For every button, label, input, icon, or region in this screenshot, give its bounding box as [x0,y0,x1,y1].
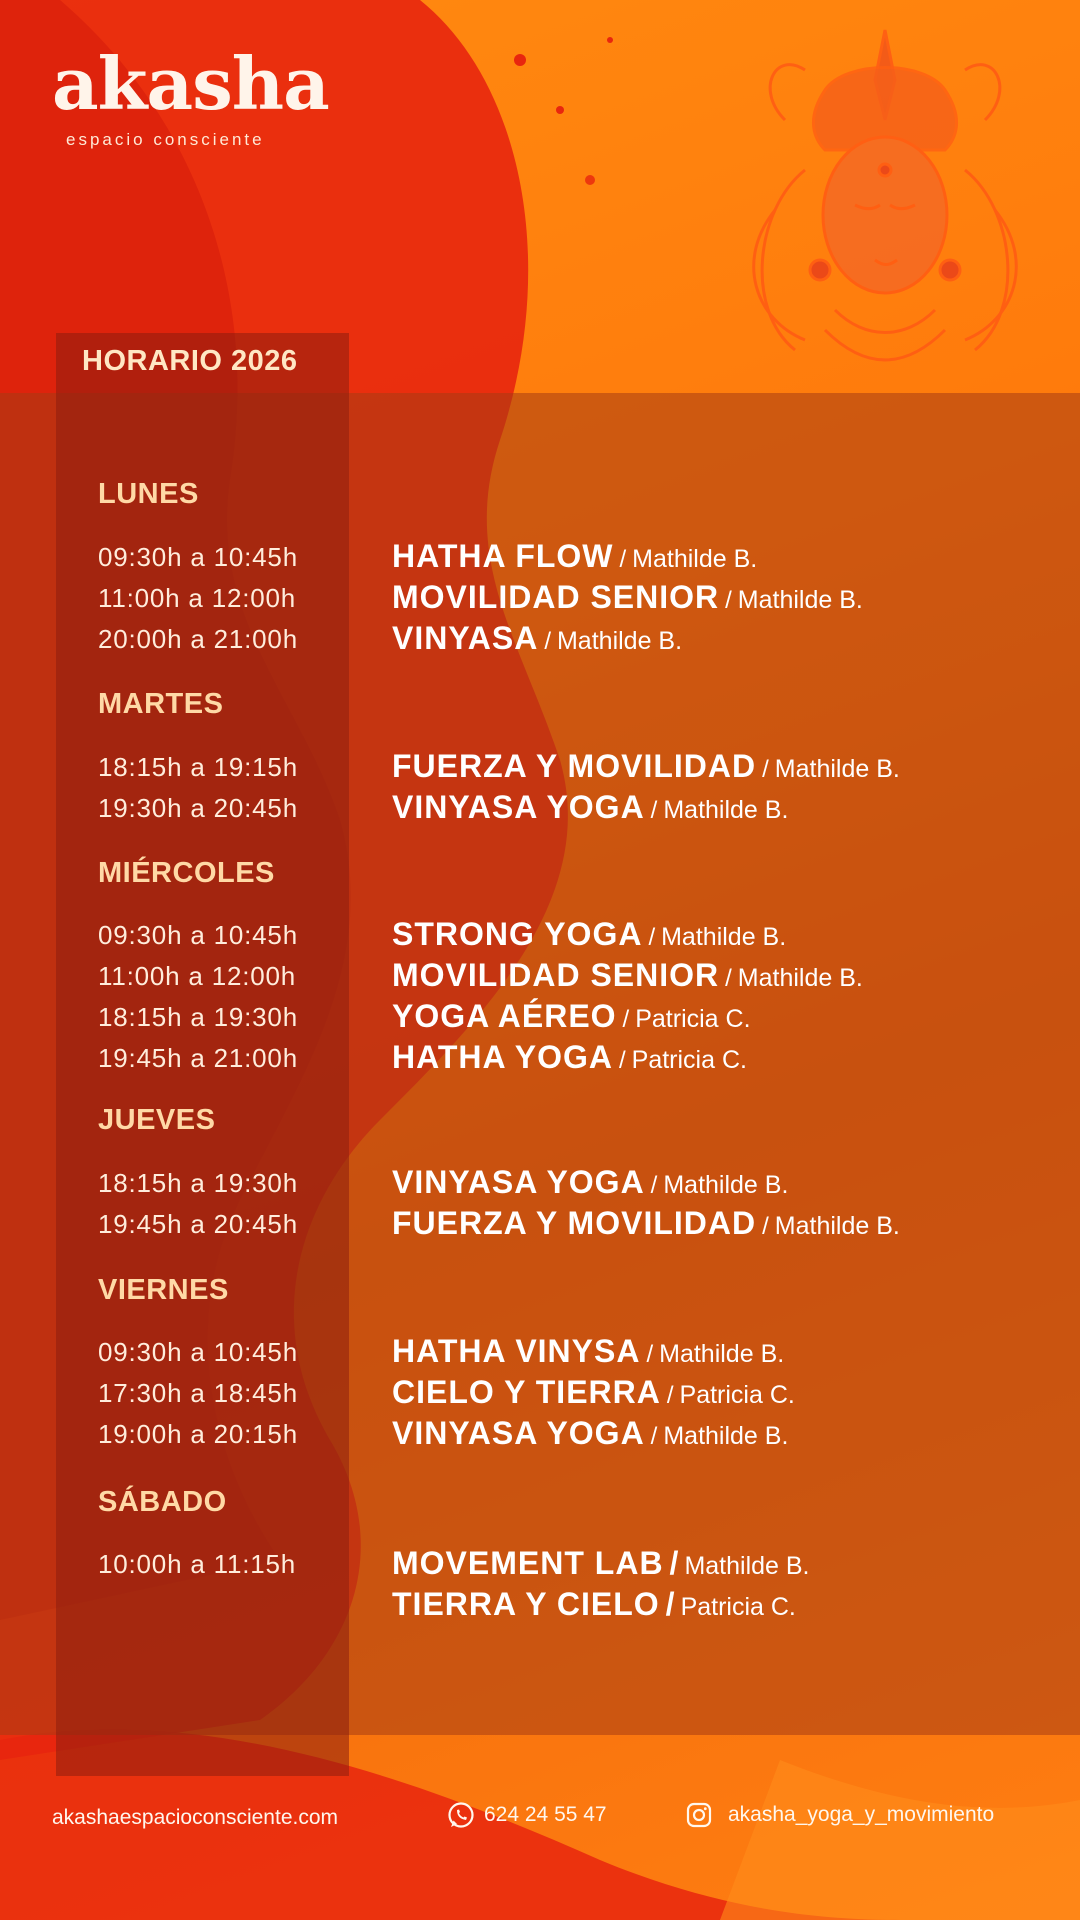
class-name: FUERZA Y MOVILIDAD [392,1205,757,1241]
session-class [392,1545,810,1582]
day-label: JUEVES [98,1104,216,1136]
teacher-name: Mathilde B. [663,1171,789,1199]
day-label: LUNES [98,478,199,510]
day-label: SÁBADO [98,1486,227,1518]
session-class [392,1039,747,1076]
session-time: 19:45h a 20:45h [98,1209,298,1239]
teacher-name: Mathilde B. [659,1340,785,1368]
session-class [392,1164,788,1201]
instagram-contact[interactable] [684,1800,994,1830]
session-time: 18:15h a 19:30h [98,1002,298,1032]
separator: / [725,965,732,992]
goddess-illustration [715,10,1055,390]
teacher-name: Mathilde B. [661,923,787,951]
teacher-name: Mathilde B. [556,627,683,655]
session-class [392,916,786,953]
phone-number: 624 24 55 47 [484,1803,607,1826]
footer [0,1800,1080,1840]
session-class [392,1374,795,1411]
class-name: STRONG YOGA [392,916,643,952]
separator: / [666,1382,674,1409]
class-name: MOVEMENT LAB [392,1545,664,1581]
teacher-name: Patricia C. [680,1593,796,1621]
brand-logo [52,41,329,150]
teacher-name: Mathilde B. [737,964,863,992]
separator: / [725,587,732,614]
session-time: 10:00h a 11:15h [98,1549,297,1579]
separator: / [650,1172,658,1199]
separator: / [544,628,551,655]
whatsapp-icon [446,1800,476,1830]
class-name: VINYASA [392,620,539,656]
brand-name: akasha [52,41,329,126]
teacher-name: Mathilde B. [774,755,900,783]
session-class [392,1333,784,1370]
separator: / [619,546,627,573]
session-time: 18:15h a 19:15h [98,752,298,782]
separator: / [669,1545,679,1581]
brand-tagline: espacio consciente [66,130,265,149]
separator: / [650,1423,658,1450]
teacher-name: Patricia C. [635,1005,751,1033]
teacher-name: Mathilde B. [774,1212,900,1240]
class-name: HATHA YOGA [392,1039,613,1075]
session-time: 09:30h a 10:45h [98,920,298,950]
session-time: 09:30h a 10:45h [98,542,298,572]
session-time: 20:00h a 21:00h [98,624,298,654]
day-label: MARTES [98,688,224,720]
separator: / [762,756,769,783]
session-class [392,789,788,826]
phone-contact[interactable] [446,1800,607,1830]
day-label: VIERNES [98,1274,229,1306]
class-name: YOGA AÉREO [392,998,617,1034]
website-link[interactable]: akashaespacioconsciente.com [52,1806,339,1829]
session-class [392,538,757,575]
class-name: VINYASA YOGA [392,1164,645,1200]
separator: / [650,797,658,824]
page-title: HORARIO 2026 [82,345,298,377]
session-time: 19:30h a 20:45h [98,793,298,823]
session-class [392,1415,788,1452]
class-name: FUERZA Y MOVILIDAD [392,748,757,784]
separator: / [618,1047,626,1074]
teacher-name: Mathilde B. [663,796,789,824]
session-class [392,1586,796,1623]
separator: / [762,1213,769,1240]
session-class [392,998,751,1035]
day-label: MIÉRCOLES [98,857,275,889]
teacher-name: Mathilde B. [632,545,758,573]
separator: / [622,1006,630,1033]
session-time: 11:00h a 12:00h [98,583,297,613]
session-time: 19:00h a 20:15h [98,1419,298,1449]
session-class [392,748,900,785]
class-name: MOVILIDAD SENIOR [392,579,720,615]
separator: / [646,1341,654,1368]
instagram-handle: akasha_yoga_y_movimiento [728,1803,995,1826]
session-time: 18:15h a 19:30h [98,1168,298,1198]
teacher-name: Mathilde B. [684,1552,810,1580]
class-name: VINYASA YOGA [392,789,645,825]
class-name: HATHA VINYSA [392,1333,641,1369]
session-class [392,579,863,616]
session-class [392,620,682,657]
class-name: HATHA FLOW [392,538,614,574]
session-time: 17:30h a 18:45h [98,1378,298,1408]
instagram-icon [684,1800,714,1830]
teacher-name: Mathilde B. [663,1422,789,1450]
session-time: 19:45h a 21:00h [98,1043,298,1073]
session-time: 11:00h a 12:00h [98,961,297,991]
session-time: 09:30h a 10:45h [98,1337,298,1367]
class-name: CIELO Y TIERRA [392,1374,661,1410]
separator: / [648,924,656,951]
teacher-name: Patricia C. [679,1381,795,1409]
session-class [392,1205,900,1242]
class-name: MOVILIDAD SENIOR [392,957,720,993]
session-class [392,957,863,994]
separator: / [665,1586,675,1622]
class-name: VINYASA YOGA [392,1415,645,1451]
teacher-name: Mathilde B. [737,586,863,614]
teacher-name: Patricia C. [631,1046,747,1074]
class-name: TIERRA Y CIELO [392,1586,660,1622]
